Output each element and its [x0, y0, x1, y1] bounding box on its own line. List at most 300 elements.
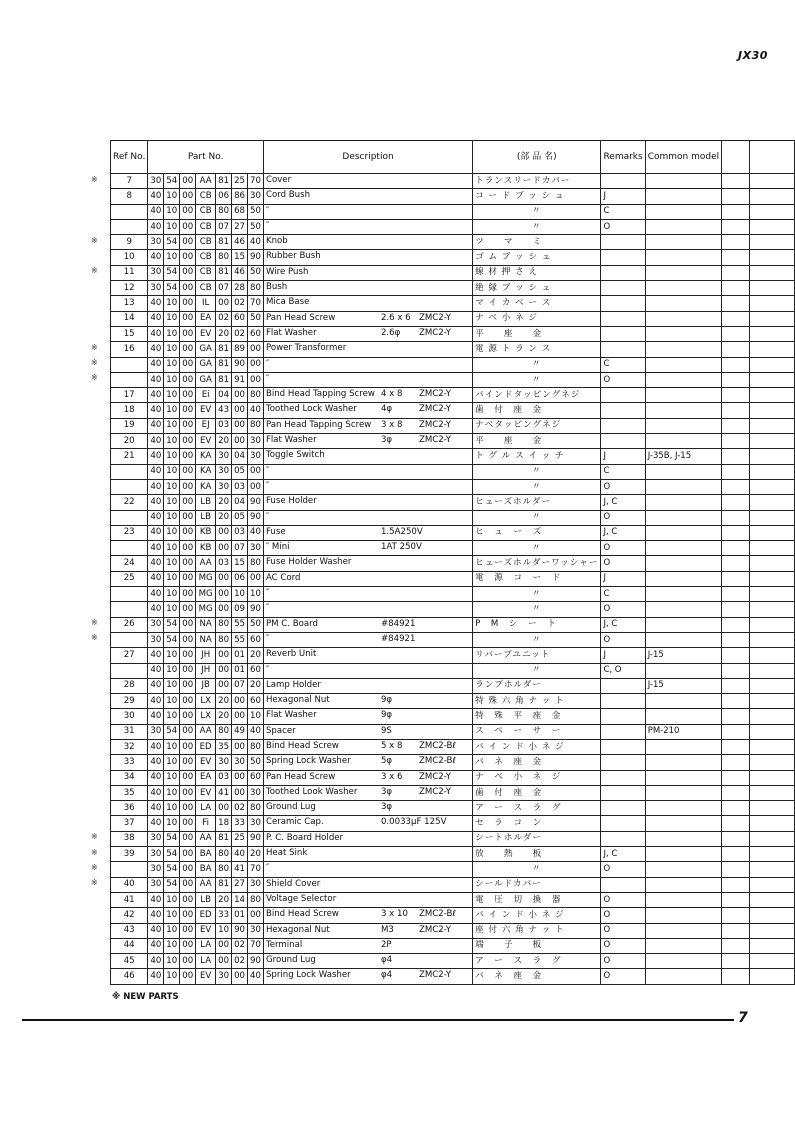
description-text: Toothed Look Washer [265, 786, 358, 797]
ref-no-cell [111, 510, 148, 525]
model-id: JX30 [738, 49, 768, 62]
part-no-segment: 00 [216, 648, 232, 663]
part-no-segment: 50 [248, 617, 264, 632]
part-no-segment: 00 [216, 296, 232, 311]
part-no-segment: 10 [164, 403, 180, 418]
ref-no-cell: 38 [111, 831, 148, 846]
blank-cell [749, 265, 794, 280]
part-no-segment: 00 [216, 602, 232, 617]
common-model-cell [645, 311, 721, 326]
blank-cell [722, 617, 750, 632]
description-text: Spacer [265, 725, 296, 736]
japanese-name-cell: 端 子 板 [473, 938, 601, 953]
part-no-segment: 00 [180, 479, 196, 494]
part-no-segment: 40 [148, 770, 164, 785]
description-cell [263, 816, 472, 831]
table-row [111, 464, 795, 479]
part-no-segment: 54 [164, 862, 180, 877]
remarks-cell: O [601, 219, 645, 234]
part-no-segment: 20 [248, 678, 264, 693]
description-cell [263, 326, 472, 341]
part-no-segment: 10 [164, 969, 180, 984]
blank-cell [722, 632, 750, 647]
description-cell [263, 418, 472, 433]
blank-cell [749, 388, 794, 403]
description-cell [263, 281, 472, 296]
ref-header: Ref No. [111, 141, 148, 174]
ref-no-cell: 21 [111, 449, 148, 464]
blank-cell [722, 923, 750, 938]
table-row [111, 648, 795, 663]
ref-no-cell: 28 [111, 678, 148, 693]
part-no-segment: 50 [248, 204, 264, 219]
part-no-segment: 80 [216, 847, 232, 862]
part-no-segment: 91 [232, 372, 248, 387]
blank-cell [749, 648, 794, 663]
part-no-segment: NA [196, 632, 216, 647]
table-header [111, 141, 795, 174]
description-text: Shield Cover [265, 878, 321, 889]
part-no-segment: BA [196, 862, 216, 877]
remarks-cell [601, 174, 645, 189]
common-model-cell [645, 739, 721, 754]
part-no-segment: EV [196, 755, 216, 770]
part-no-segment: 00 [248, 372, 264, 387]
remarks-cell: O [601, 969, 645, 984]
description-cell [263, 847, 472, 862]
blank-cell [722, 265, 750, 280]
part-no-segment: 02 [232, 954, 248, 969]
remarks-cell: O [601, 541, 645, 556]
common-model-cell [645, 632, 721, 647]
part-no-segment: 60 [232, 311, 248, 326]
part-no-segment: 10 [164, 342, 180, 357]
description-text: Fuse Holder [265, 496, 317, 507]
japanese-name-cell: ス ペ ー サ ー [473, 724, 601, 739]
table-row [111, 372, 795, 387]
part-no-segment: 00 [180, 571, 196, 586]
part-no-segment: 80 [248, 892, 264, 907]
part-no-segment: 30 [216, 755, 232, 770]
part-no-segment: 40 [148, 388, 164, 403]
part-no-segment: 60 [248, 326, 264, 341]
blank-cell [749, 892, 794, 907]
blank-cell [722, 434, 750, 449]
part-no-segment: 81 [216, 831, 232, 846]
part-no-segment: 02 [232, 326, 248, 341]
part-no-segment: 35 [216, 739, 232, 754]
part-no-segment: 40 [148, 464, 164, 479]
size-text: M3 [380, 924, 394, 935]
part-no-segment: 00 [248, 908, 264, 923]
table-row [111, 847, 795, 862]
table-row [111, 694, 795, 709]
common-model-cell [645, 495, 721, 510]
blank-cell [722, 678, 750, 693]
common-model-cell [645, 847, 721, 862]
part-no-segment: EV [196, 326, 216, 341]
blank-cell [749, 449, 794, 464]
part-no-segment: 10 [164, 816, 180, 831]
part-no-segment: 10 [164, 938, 180, 953]
spec-text: ZMC2-Y [418, 786, 452, 797]
description-cell [263, 388, 472, 403]
blank-cell [749, 296, 794, 311]
part-no-segment: 00 [216, 801, 232, 816]
part-no-segment: 00 [180, 541, 196, 556]
blank-cell [749, 541, 794, 556]
common-model-cell [645, 250, 721, 265]
part-no-segment: 81 [216, 265, 232, 280]
part-no-segment: 40 [148, 755, 164, 770]
part-no-segment: 80 [216, 617, 232, 632]
part-no-segment: 81 [216, 342, 232, 357]
part-no-segment: 54 [164, 265, 180, 280]
part-no-segment: 54 [164, 831, 180, 846]
new-part-mark: ※ [91, 633, 98, 643]
part-no-segment: 10 [248, 709, 264, 724]
description-text: ″ [265, 664, 270, 675]
table-row [111, 617, 795, 632]
part-no-segment: EA [196, 311, 216, 326]
remarks-cell [601, 296, 645, 311]
part-no-segment: 54 [164, 617, 180, 632]
remarks-cell: J [601, 449, 645, 464]
common-model-cell [645, 694, 721, 709]
japanese-name-cell: ヒ ュ ー ズ [473, 525, 601, 540]
part-no-segment: 54 [164, 724, 180, 739]
part-no-segment: 40 [148, 709, 164, 724]
japanese-name-cell: 〃 [473, 464, 601, 479]
common-model-cell [645, 831, 721, 846]
part-no-segment: 60 [248, 770, 264, 785]
new-part-mark: ※ [91, 862, 98, 872]
description-text: Bush [265, 282, 288, 293]
part-no-segment: 10 [164, 602, 180, 617]
blank-cell [749, 587, 794, 602]
description-cell [263, 694, 472, 709]
remarks-cell [601, 418, 645, 433]
part-no-segment: 40 [148, 434, 164, 449]
part-no-segment: 40 [148, 969, 164, 984]
part-no-segment: 10 [164, 388, 180, 403]
part-no-segment: 00 [216, 587, 232, 602]
blank-cell [749, 189, 794, 204]
japanese-name-cell: バ イ ン ド 小 ネ ジ [473, 908, 601, 923]
remarks-cell [601, 801, 645, 816]
japanese-name-cell: バインドタッピングネジ [473, 388, 601, 403]
part-no-segment: 40 [248, 969, 264, 984]
blank-cell [722, 938, 750, 953]
part-no-segment: 00 [180, 189, 196, 204]
common-model-cell [645, 265, 721, 280]
part-no-segment: 07 [216, 281, 232, 296]
part-no-segment: 03 [232, 525, 248, 540]
part-no-segment: 90 [248, 510, 264, 525]
new-part-mark: ※ [91, 832, 98, 842]
blank-cell [722, 571, 750, 586]
table-row [111, 862, 795, 877]
part-no-segment: 28 [232, 281, 248, 296]
part-no-segment: 50 [248, 265, 264, 280]
part-no-segment: 00 [180, 831, 196, 846]
japanese-name-header: (部 品 名) [473, 141, 601, 174]
part-no-segment: 33 [216, 908, 232, 923]
part-no-segment: 00 [180, 847, 196, 862]
common-model-cell [645, 709, 721, 724]
description-cell [263, 204, 472, 219]
common-model-cell [645, 219, 721, 234]
part-no-segment: 80 [216, 250, 232, 265]
description-text: Lamp Holder [265, 679, 321, 690]
blank-cell [749, 250, 794, 265]
table-row [111, 816, 795, 831]
part-no-segment: 10 [164, 449, 180, 464]
part-no-segment: 50 [248, 219, 264, 234]
ref-no-cell: 13 [111, 296, 148, 311]
part-no-segment: 10 [164, 892, 180, 907]
part-no-segment: 00 [216, 663, 232, 678]
japanese-name-cell: バ ネ 座 金 [473, 755, 601, 770]
common-model-cell [645, 801, 721, 816]
size-text: 3φ [380, 802, 393, 813]
part-no-segment: 10 [164, 954, 180, 969]
remarks-cell: O [601, 479, 645, 494]
blank-cell [749, 954, 794, 969]
part-no-segment: 10 [164, 648, 180, 663]
part-no-segment: 41 [216, 785, 232, 800]
part-no-segment: 00 [180, 265, 196, 280]
table-row [111, 311, 795, 326]
common-model-cell [645, 296, 721, 311]
common-model-cell [645, 479, 721, 494]
ref-no-cell [111, 357, 148, 372]
description-cell [263, 969, 472, 984]
part-no-segment: 10 [164, 770, 180, 785]
blank-cell [749, 908, 794, 923]
description-text: ″ [265, 465, 270, 476]
description-text: AC Cord [265, 572, 301, 583]
remarks-cell [601, 403, 645, 418]
description-cell [263, 801, 472, 816]
common-model-cell [645, 755, 721, 770]
blank-cell [722, 495, 750, 510]
part-no-segment: 40 [148, 479, 164, 494]
part-no-segment: 40 [148, 357, 164, 372]
part-no-segment: 80 [248, 388, 264, 403]
part-no-segment: 54 [164, 877, 180, 892]
table-row [111, 877, 795, 892]
part-no-segment: 20 [216, 434, 232, 449]
blank-cell [749, 357, 794, 372]
description-text: Ground Lug [265, 955, 316, 966]
part-no-segment: 10 [164, 923, 180, 938]
japanese-name-cell: 電 源 ト ラ ン ス [473, 342, 601, 357]
part-no-segment: 00 [180, 770, 196, 785]
spec-text: ZMC2-Y [418, 924, 452, 935]
blank-cell [722, 464, 750, 479]
table-row [111, 632, 795, 647]
part-no-segment: 00 [180, 449, 196, 464]
part-no-segment: 40 [148, 678, 164, 693]
size-text: 2.6 x 6 [380, 312, 411, 323]
blank-cell [722, 587, 750, 602]
japanese-name-cell: ナベタッピングネジ [473, 418, 601, 433]
table-row [111, 265, 795, 280]
remarks-cell: O [601, 908, 645, 923]
part-no-segment: 10 [164, 219, 180, 234]
part-no-segment: AA [196, 174, 216, 189]
blank-cell [722, 602, 750, 617]
blank-cell [722, 755, 750, 770]
description-text: Flat Washer [265, 710, 317, 721]
japanese-name-cell: 〃 [473, 587, 601, 602]
japanese-name-cell: 歯 付 座 金 [473, 403, 601, 418]
common-model-cell [645, 663, 721, 678]
part-no-segment: 80 [248, 801, 264, 816]
blank-cell [722, 250, 750, 265]
blank-cell [722, 739, 750, 754]
part-no-segment: CB [196, 265, 216, 280]
table-row [111, 831, 795, 846]
part-no-segment: 00 [216, 678, 232, 693]
part-no-segment: LA [196, 938, 216, 953]
part-no-segment: 00 [248, 571, 264, 586]
part-no-segment: 20 [248, 847, 264, 862]
size-text: 9φ [380, 710, 393, 721]
part-no-segment: 03 [216, 556, 232, 571]
table-row [111, 235, 795, 250]
blank-cell [722, 892, 750, 907]
blank-cell [722, 556, 750, 571]
size-text: 3 x 10 [380, 909, 408, 920]
part-no-segment: 00 [248, 464, 264, 479]
spec-text: ZMC2-Y [418, 312, 452, 323]
table-row [111, 510, 795, 525]
description-text: Heat Sink [265, 848, 308, 859]
size-text: 9φ [380, 695, 393, 706]
part-no-segment: 40 [148, 326, 164, 341]
part-no-segment: AA [196, 556, 216, 571]
ref-no-cell [111, 372, 148, 387]
blank-cell [722, 847, 750, 862]
part-no-segment: GA [196, 372, 216, 387]
blank-cell [722, 831, 750, 846]
part-no-segment: 00 [180, 739, 196, 754]
table-row [111, 678, 795, 693]
part-no-segment: 10 [164, 785, 180, 800]
description-cell [263, 632, 472, 647]
description-text: Pan Head Screw [265, 771, 336, 782]
part-no-segment: 00 [180, 969, 196, 984]
common-model-cell [645, 235, 721, 250]
remarks-cell: O [601, 510, 645, 525]
remarks-cell [601, 434, 645, 449]
japanese-name-cell: ヒューズホルダーワッシャー [473, 556, 601, 571]
description-cell [263, 510, 472, 525]
part-no-segment: 00 [180, 862, 196, 877]
part-no-segment: JH [196, 648, 216, 663]
description-cell [263, 250, 472, 265]
part-no-segment: AA [196, 724, 216, 739]
description-cell [263, 739, 472, 754]
remarks-cell [601, 770, 645, 785]
ref-no-cell: 36 [111, 801, 148, 816]
part-no-segment: 60 [248, 663, 264, 678]
remarks-header: Remarks [601, 141, 645, 174]
table-row [111, 739, 795, 754]
blank-cell [749, 663, 794, 678]
blank-cell [722, 663, 750, 678]
part-no-segment: 90 [232, 923, 248, 938]
common-model-cell [645, 571, 721, 586]
part-no-segment: 00 [180, 418, 196, 433]
remarks-cell [601, 250, 645, 265]
part-no-segment: 01 [232, 663, 248, 678]
part-no-segment: 01 [232, 648, 248, 663]
japanese-name-cell: ナ ベ 小 ネ ジ [473, 311, 601, 326]
description-cell [263, 831, 472, 846]
blank-cell [722, 235, 750, 250]
table-row [111, 525, 795, 540]
part-no-segment: 30 [216, 969, 232, 984]
remarks-cell [601, 709, 645, 724]
table-row [111, 602, 795, 617]
blank-cell [722, 479, 750, 494]
blank-cell [749, 403, 794, 418]
part-no-segment: 10 [164, 311, 180, 326]
part-no-segment: 30 [148, 281, 164, 296]
part-no-segment: 00 [180, 938, 196, 953]
table-row [111, 938, 795, 953]
remarks-cell [601, 755, 645, 770]
new-part-mark: ※ [91, 618, 98, 628]
part-no-segment: 86 [232, 189, 248, 204]
blank-cell [749, 495, 794, 510]
part-no-segment: 15 [232, 556, 248, 571]
part-no-segment: 30 [248, 541, 264, 556]
ref-no-cell [111, 479, 148, 494]
description-text: Toothed Lock Washer [265, 404, 357, 415]
table-row [111, 571, 795, 586]
ref-no-cell: 43 [111, 923, 148, 938]
part-no-segment: 80 [216, 632, 232, 647]
ref-no-cell: 20 [111, 434, 148, 449]
part-no-segment: 10 [164, 204, 180, 219]
part-no-segment: CB [196, 235, 216, 250]
part-no-segment: LB [196, 510, 216, 525]
table-row [111, 969, 795, 984]
common-model-cell [645, 617, 721, 632]
japanese-name-cell: 〃 [473, 479, 601, 494]
part-no-segment: 10 [164, 495, 180, 510]
blank-cell [749, 174, 794, 189]
description-cell [263, 403, 472, 418]
table-row [111, 388, 795, 403]
blank-cell [749, 739, 794, 754]
description-cell [263, 479, 472, 494]
part-no-segment: 30 [148, 877, 164, 892]
part-no-segment: EV [196, 403, 216, 418]
description-cell [263, 174, 472, 189]
ref-no-cell [111, 632, 148, 647]
ref-no-cell: 37 [111, 816, 148, 831]
ref-no-cell: 30 [111, 709, 148, 724]
remarks-cell [601, 235, 645, 250]
common-model-cell [645, 908, 721, 923]
description-text: Toggle Switch [265, 450, 325, 461]
blank-cell [722, 801, 750, 816]
